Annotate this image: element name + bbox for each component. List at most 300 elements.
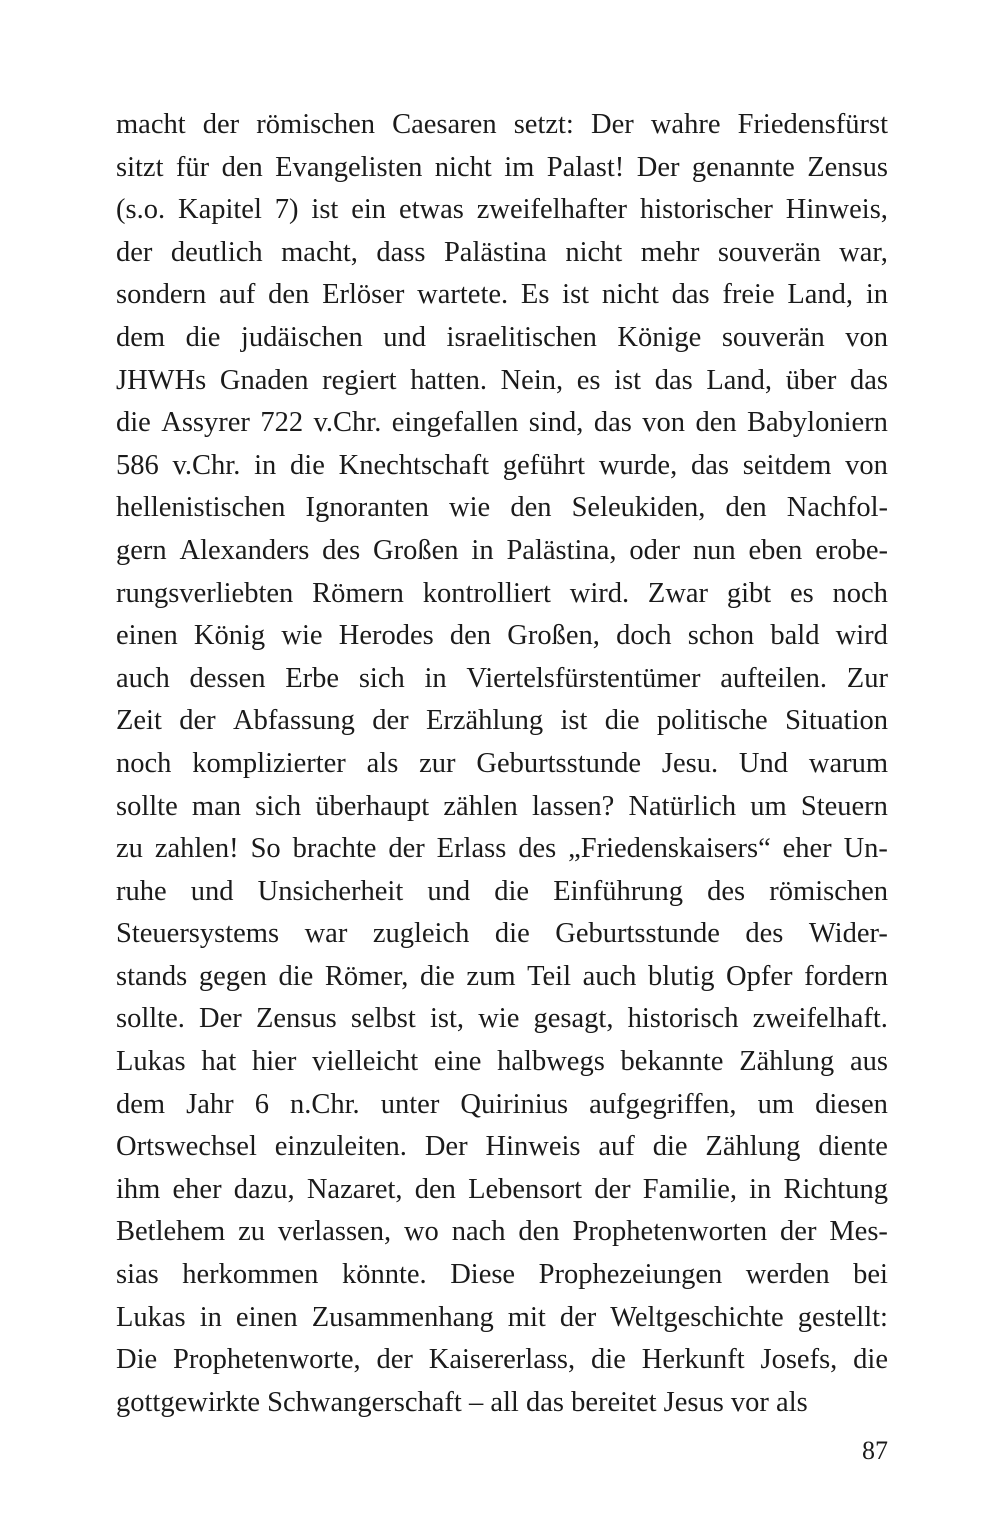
word: wird. bbox=[569, 577, 630, 609]
word: den bbox=[221, 151, 263, 183]
word: die bbox=[604, 705, 640, 737]
word: dem bbox=[116, 1088, 166, 1120]
word: Josefs, bbox=[760, 1344, 838, 1376]
word: doch bbox=[616, 620, 672, 652]
word: eingefallen bbox=[391, 407, 519, 439]
word: Herodes bbox=[338, 620, 434, 652]
word: Gnaden bbox=[219, 364, 309, 396]
word: des bbox=[322, 534, 361, 566]
word: das bbox=[849, 364, 888, 396]
word: werden bbox=[745, 1259, 830, 1291]
body-line bbox=[116, 615, 888, 658]
word: für bbox=[175, 151, 210, 183]
word: Nazaret, bbox=[306, 1173, 403, 1205]
word: König bbox=[193, 620, 266, 652]
word: Land, bbox=[787, 279, 854, 311]
word: die bbox=[116, 407, 151, 439]
word: die bbox=[591, 1344, 626, 1376]
word: Opfer bbox=[726, 960, 793, 992]
word: ist bbox=[560, 705, 588, 737]
word: historischer bbox=[639, 194, 773, 226]
word: oder bbox=[629, 534, 680, 566]
word: gern bbox=[116, 534, 167, 566]
word: sich bbox=[255, 790, 302, 822]
word: es bbox=[789, 577, 814, 609]
word: wahre bbox=[650, 109, 721, 140]
word: nun bbox=[692, 534, 736, 566]
word: Steuern bbox=[800, 790, 888, 822]
body-line bbox=[116, 786, 888, 829]
word: Jahr bbox=[186, 1088, 234, 1120]
word: Ignoranten bbox=[305, 492, 429, 524]
word: Nein, bbox=[500, 364, 564, 396]
word: Quirinius bbox=[460, 1088, 569, 1120]
word: Friedensfürst bbox=[737, 109, 888, 140]
word: Zwar bbox=[647, 577, 709, 609]
word: des bbox=[707, 875, 746, 907]
word: zum bbox=[466, 960, 516, 992]
body-line bbox=[116, 573, 888, 616]
word: Römer, bbox=[324, 960, 409, 992]
word: sondern bbox=[116, 279, 207, 311]
word: wird bbox=[835, 620, 888, 652]
word: v.Chr. bbox=[172, 449, 241, 481]
word: sind, bbox=[528, 407, 584, 439]
body-line bbox=[116, 913, 888, 956]
word: ein bbox=[351, 194, 387, 226]
word: wie bbox=[281, 620, 323, 652]
word: den bbox=[510, 492, 552, 524]
word: gibt bbox=[726, 577, 772, 609]
word: eher bbox=[172, 1173, 222, 1205]
word: Palästina bbox=[443, 236, 547, 268]
word: ist, bbox=[429, 1003, 465, 1035]
word: Zählung bbox=[705, 1131, 801, 1163]
word: deutlich bbox=[170, 236, 263, 268]
word: selbst bbox=[350, 1003, 416, 1035]
word: hier bbox=[252, 1046, 297, 1078]
word: Prophezeiungen bbox=[538, 1259, 723, 1291]
word: könnte. bbox=[341, 1259, 427, 1291]
word: die bbox=[185, 321, 221, 353]
body-line bbox=[116, 1254, 888, 1297]
word: das bbox=[593, 407, 632, 439]
body-line bbox=[116, 700, 888, 743]
word: Es bbox=[520, 279, 550, 311]
word: einen bbox=[116, 620, 178, 652]
word: blutig bbox=[647, 960, 715, 992]
word: einen bbox=[235, 1301, 298, 1333]
word: Betlehem bbox=[116, 1216, 226, 1248]
body-line bbox=[116, 956, 888, 999]
word: ist bbox=[614, 364, 642, 396]
word: 722 bbox=[260, 407, 304, 439]
word: Hinweis bbox=[485, 1131, 581, 1163]
word: es bbox=[576, 364, 601, 396]
word: den bbox=[725, 492, 767, 524]
word: hat bbox=[201, 1046, 237, 1078]
body-line bbox=[116, 317, 888, 360]
word: Palast! bbox=[546, 151, 625, 183]
body-line bbox=[116, 530, 888, 573]
word: den bbox=[268, 279, 310, 311]
word: der bbox=[372, 705, 409, 737]
word: gesagt, bbox=[533, 1003, 614, 1035]
word: zählen bbox=[443, 790, 518, 822]
body-line bbox=[116, 1339, 888, 1382]
body-line bbox=[116, 1126, 888, 1169]
word: zugleich bbox=[372, 918, 470, 950]
word: Erzählung bbox=[425, 705, 544, 737]
word: und bbox=[427, 875, 471, 907]
word: Zählung bbox=[739, 1046, 835, 1078]
word: das bbox=[654, 364, 693, 396]
body-line bbox=[116, 104, 888, 147]
body-line bbox=[116, 445, 888, 488]
word: Weltgeschichte bbox=[610, 1301, 784, 1333]
word: geführt bbox=[502, 449, 586, 481]
word: seitdem bbox=[742, 449, 832, 481]
word: Der bbox=[424, 1131, 468, 1163]
word: herkommen bbox=[182, 1259, 319, 1291]
word: „Friedenskaisers“ bbox=[568, 833, 771, 865]
word: Viertelsfürstentümer bbox=[466, 662, 701, 694]
body-line bbox=[116, 871, 888, 914]
word: So bbox=[250, 833, 281, 865]
word: über bbox=[785, 364, 837, 396]
word: und bbox=[190, 875, 234, 907]
word: im bbox=[504, 151, 535, 183]
body-line bbox=[116, 232, 888, 275]
word: sich bbox=[358, 662, 405, 694]
word: dazu, bbox=[233, 1173, 295, 1205]
word: Erlöser bbox=[322, 279, 405, 311]
word: kontrolliert bbox=[422, 577, 551, 609]
word: israelitischen bbox=[446, 321, 597, 353]
word: um bbox=[757, 1088, 795, 1120]
word: Mes- bbox=[829, 1216, 888, 1248]
body-line bbox=[116, 1084, 888, 1127]
word: bald bbox=[770, 620, 820, 652]
word: 6 bbox=[254, 1088, 269, 1120]
word: das bbox=[671, 279, 710, 311]
word: Wider- bbox=[808, 918, 888, 950]
word: warum bbox=[808, 747, 888, 779]
word: Der bbox=[199, 1003, 242, 1035]
word: sias bbox=[116, 1259, 159, 1291]
word: mit bbox=[507, 1301, 546, 1333]
word: Der bbox=[590, 109, 634, 140]
word: die bbox=[420, 960, 455, 992]
word: Der bbox=[636, 151, 680, 183]
word: Evangelisten bbox=[275, 151, 423, 183]
word: Zeit bbox=[116, 705, 162, 737]
word: die bbox=[290, 449, 325, 481]
word: n.Chr. bbox=[290, 1088, 360, 1120]
word: eine bbox=[433, 1046, 482, 1078]
word: Land, bbox=[706, 364, 773, 396]
word: der bbox=[179, 705, 216, 737]
word: die bbox=[494, 875, 530, 907]
word: Großen bbox=[373, 534, 459, 566]
page-number: 87 bbox=[862, 1436, 888, 1465]
word: um bbox=[750, 790, 787, 822]
word: die bbox=[853, 1344, 888, 1376]
word: ruhe bbox=[116, 875, 167, 907]
word: politische bbox=[656, 705, 768, 737]
word: Situation bbox=[785, 705, 888, 737]
word: Prophetenworten bbox=[572, 1216, 768, 1248]
word: Jesu. bbox=[661, 747, 719, 779]
word: auch bbox=[582, 960, 637, 992]
body-line bbox=[116, 998, 888, 1041]
word: komplizierter bbox=[192, 747, 346, 779]
word: vielleicht bbox=[312, 1046, 419, 1078]
word: römischen bbox=[256, 109, 375, 140]
word: souverän bbox=[721, 321, 825, 353]
word: Einführung bbox=[553, 875, 684, 907]
word: römischen bbox=[769, 875, 888, 907]
body-line bbox=[116, 274, 888, 317]
word: man bbox=[191, 790, 241, 822]
word: Die bbox=[116, 1344, 158, 1376]
word: setzt: bbox=[513, 109, 574, 140]
word: historisch bbox=[627, 1003, 739, 1035]
word: der bbox=[594, 1173, 631, 1205]
word: dass bbox=[376, 236, 426, 268]
word: Geburtsstunde bbox=[555, 918, 720, 950]
body-line bbox=[116, 1041, 888, 1084]
word: eher bbox=[782, 833, 832, 865]
word: Zur bbox=[846, 662, 888, 694]
word: von bbox=[845, 321, 888, 353]
word: des bbox=[745, 918, 784, 950]
word: gegen bbox=[198, 960, 267, 992]
word: Lukas bbox=[116, 1046, 186, 1078]
word: aufgegriffen, bbox=[589, 1088, 737, 1120]
word: wie bbox=[449, 492, 491, 524]
word: unter bbox=[380, 1088, 440, 1120]
word: zahlen! bbox=[154, 833, 239, 865]
word: nicht bbox=[601, 279, 659, 311]
word: und bbox=[383, 321, 427, 353]
word: Könige bbox=[617, 321, 702, 353]
word: der bbox=[116, 236, 153, 268]
word: dessen bbox=[189, 662, 266, 694]
word: der bbox=[559, 1301, 597, 1333]
word: wartete. bbox=[417, 279, 509, 311]
word: sitzt bbox=[116, 151, 164, 183]
word: macht, bbox=[281, 236, 358, 268]
word: ist bbox=[562, 279, 590, 311]
word: bei bbox=[853, 1259, 888, 1291]
word: Lebensort bbox=[468, 1173, 583, 1205]
word: diesen bbox=[815, 1088, 888, 1120]
body-line: gottgewirkte Schwangerschaft – all das bereitet Jesus vor als bbox=[116, 1386, 808, 1418]
word: hellenistischen bbox=[116, 492, 286, 524]
word: das bbox=[690, 449, 729, 481]
word: Zensus bbox=[255, 1003, 337, 1035]
word: Natürlich bbox=[628, 790, 737, 822]
word: Zensus bbox=[807, 151, 888, 183]
word: v.Chr. bbox=[313, 407, 382, 439]
word: zu bbox=[238, 1216, 266, 1248]
word: in bbox=[424, 662, 447, 694]
word: einzuleiten. bbox=[274, 1131, 407, 1163]
word: verlassen, bbox=[277, 1216, 392, 1248]
word: noch bbox=[832, 577, 888, 609]
word: 7) bbox=[274, 194, 299, 226]
word: in bbox=[199, 1301, 222, 1333]
word: der bbox=[376, 1344, 413, 1376]
word: schon bbox=[687, 620, 755, 652]
word: war, bbox=[839, 236, 888, 268]
word: von bbox=[845, 449, 888, 481]
word: Teil bbox=[527, 960, 571, 992]
word: zu bbox=[116, 833, 143, 865]
word: nicht bbox=[434, 151, 492, 183]
word: in bbox=[471, 534, 494, 566]
word: den bbox=[518, 1216, 560, 1248]
word: Zusammenhang bbox=[311, 1301, 494, 1333]
word: mehr bbox=[640, 236, 700, 268]
word: Römern bbox=[312, 577, 404, 609]
word: in bbox=[254, 449, 277, 481]
word: etwas bbox=[398, 194, 464, 226]
word: die bbox=[494, 918, 530, 950]
word: Steuersystems bbox=[116, 918, 280, 950]
word: Erbe bbox=[285, 662, 340, 694]
word: fordern bbox=[804, 960, 888, 992]
word: Knechtschaft bbox=[338, 449, 489, 481]
word: Caesaren bbox=[392, 109, 497, 140]
word: der bbox=[780, 1216, 817, 1248]
word: Palästina, bbox=[506, 534, 617, 566]
word: aus bbox=[849, 1046, 888, 1078]
word: eben bbox=[748, 534, 803, 566]
word: Prophetenworte, bbox=[173, 1344, 361, 1376]
word: Alexanders bbox=[179, 534, 310, 566]
word: Erlass bbox=[436, 833, 507, 865]
body-line bbox=[116, 189, 888, 232]
word: rungsverliebten bbox=[116, 577, 294, 609]
word: der bbox=[202, 109, 240, 140]
word: Hinweis, bbox=[785, 194, 888, 226]
word: Kapitel bbox=[177, 194, 262, 226]
word: der bbox=[388, 833, 425, 865]
word: erobe- bbox=[815, 534, 888, 566]
word: den bbox=[449, 620, 492, 652]
word: souverän bbox=[717, 236, 821, 268]
word: Babyloniern bbox=[747, 407, 888, 439]
word: zweifelhafter bbox=[476, 194, 628, 226]
word: dem bbox=[116, 321, 166, 353]
word: aufteilen. bbox=[720, 662, 828, 694]
word: Geburtsstunde bbox=[476, 747, 642, 779]
body-line bbox=[116, 147, 888, 190]
word: lassen? bbox=[531, 790, 615, 822]
word: wurde, bbox=[598, 449, 678, 481]
word: JHWHs bbox=[116, 364, 207, 396]
body-line bbox=[116, 743, 888, 786]
word: ihm bbox=[116, 1173, 161, 1205]
word: Herkunft bbox=[641, 1344, 745, 1376]
word: diente bbox=[818, 1131, 888, 1163]
word: auf bbox=[598, 1131, 635, 1163]
word: (s.o. bbox=[116, 194, 166, 226]
word: des bbox=[518, 833, 557, 865]
word: Assyrer bbox=[161, 407, 250, 439]
body-line bbox=[116, 402, 888, 445]
word: brachte bbox=[292, 833, 377, 865]
word: regiert bbox=[322, 364, 397, 396]
word: Nachfol- bbox=[786, 492, 888, 524]
word: Richtung bbox=[783, 1173, 888, 1205]
word: bekannte bbox=[620, 1046, 724, 1078]
word: auf bbox=[219, 279, 256, 311]
word: die bbox=[652, 1131, 688, 1163]
word: wie bbox=[478, 1003, 520, 1035]
word: wo bbox=[403, 1216, 439, 1248]
word: nicht bbox=[565, 236, 623, 268]
word: Un- bbox=[843, 833, 888, 865]
word: Lukas bbox=[116, 1301, 186, 1333]
word: zur bbox=[419, 747, 456, 779]
word: Seleukiden, bbox=[571, 492, 706, 524]
body-line bbox=[116, 487, 888, 530]
word: Ortswechsel bbox=[116, 1131, 257, 1163]
word: Abfassung bbox=[232, 705, 355, 737]
word: Diese bbox=[450, 1259, 516, 1291]
body-line bbox=[116, 1297, 888, 1340]
word: macht bbox=[116, 109, 186, 140]
word: in bbox=[865, 279, 888, 311]
word: den bbox=[695, 407, 737, 439]
word: auch bbox=[116, 662, 170, 694]
word: Kaisererlass, bbox=[428, 1344, 576, 1376]
word: Und bbox=[738, 747, 789, 779]
word: war bbox=[304, 918, 348, 950]
word: stands bbox=[116, 960, 188, 992]
word: den bbox=[414, 1173, 456, 1205]
word: als bbox=[366, 747, 399, 779]
word: 586 bbox=[116, 449, 159, 481]
word: zweifelhaft. bbox=[752, 1003, 888, 1035]
word: von bbox=[642, 407, 686, 439]
word: genannte bbox=[691, 151, 795, 183]
word: sollte. bbox=[116, 1003, 185, 1035]
word: ist bbox=[311, 194, 339, 226]
word: hatten. bbox=[410, 364, 487, 396]
word: gestellt: bbox=[797, 1301, 888, 1333]
word: nach bbox=[451, 1216, 506, 1248]
word: freie bbox=[722, 279, 775, 311]
body-line bbox=[116, 360, 888, 403]
word: Unsicherheit bbox=[257, 875, 404, 907]
word: noch bbox=[116, 747, 172, 779]
word: Großen, bbox=[507, 620, 600, 652]
body-text-block bbox=[116, 104, 888, 1424]
word: die bbox=[278, 960, 314, 992]
word: überhaupt bbox=[315, 790, 430, 822]
word: sollte bbox=[116, 790, 178, 822]
body-line bbox=[116, 828, 888, 871]
body-line bbox=[116, 1169, 888, 1212]
word: halbwegs bbox=[497, 1046, 605, 1078]
word: in bbox=[749, 1173, 772, 1205]
body-line bbox=[116, 1211, 888, 1254]
body-line bbox=[116, 658, 888, 701]
